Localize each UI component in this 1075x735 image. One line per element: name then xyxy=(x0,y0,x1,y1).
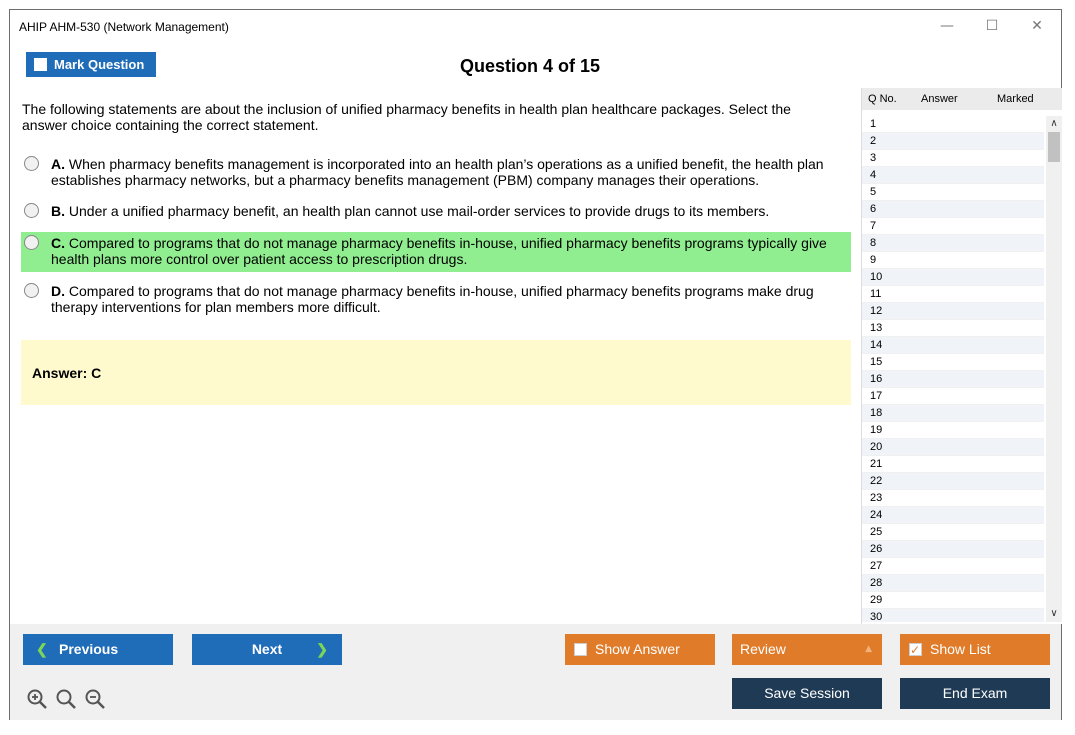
question-list-row[interactable]: 17 xyxy=(862,388,1044,405)
question-list-row[interactable]: 7 xyxy=(862,218,1044,235)
maximize-button[interactable]: ☐ xyxy=(985,18,999,34)
mark-question-button[interactable] xyxy=(26,52,156,77)
question-list-row[interactable]: 3 xyxy=(862,150,1044,167)
question-list-row[interactable]: 13 xyxy=(862,320,1044,337)
option-body: Compared to programs that do not manage pharmacy benefits in-house, unified pharmacy benefits programs typically give health plans more control over patient access to prescription drugs. xyxy=(51,235,827,267)
option-text xyxy=(51,156,846,188)
question-list-row[interactable]: 23 xyxy=(862,490,1044,507)
question-list-header xyxy=(862,88,1062,110)
zoom-in-icon[interactable] xyxy=(26,688,48,710)
option-d[interactable] xyxy=(21,280,851,318)
window-title: AHIP AHM-530 (Network Management) xyxy=(19,20,229,34)
show-list-label: Show List xyxy=(930,641,991,657)
previous-button[interactable] xyxy=(23,634,173,665)
question-list-row[interactable]: 24 xyxy=(862,507,1044,524)
option-letter: A. xyxy=(51,156,65,172)
question-list-row[interactable]: 27 xyxy=(862,558,1044,575)
question-list-row[interactable]: 25 xyxy=(862,524,1044,541)
previous-label: Previous xyxy=(59,641,119,657)
answer-box xyxy=(21,340,851,405)
save-session-label: Save Session xyxy=(764,685,850,701)
radio-button[interactable] xyxy=(24,235,39,250)
option-body: When pharmacy benefits management is incorporated into an health plan’s operations as a unified benefit, the health plan establishes pharmacy networks, but a pharmacy benefits management (PBM) company manages their operations. xyxy=(51,156,824,188)
question-list-row[interactable]: 5 xyxy=(862,184,1044,201)
question-list-row[interactable]: 11 xyxy=(862,286,1044,303)
question-list-row[interactable]: 29 xyxy=(862,592,1044,609)
option-text xyxy=(51,203,846,219)
review-button[interactable] xyxy=(732,634,882,665)
minimize-button[interactable]: — xyxy=(940,18,954,34)
option-body: Compared to programs that do not manage pharmacy benefits in-house, unified pharmacy benefits programs make drug therapy interventions for plan members more difficult. xyxy=(51,283,814,315)
question-list-row[interactable]: 22 xyxy=(862,473,1044,490)
zoom-reset-icon[interactable] xyxy=(55,688,77,710)
scrollbar[interactable] xyxy=(1046,116,1062,622)
question-list-row[interactable]: 10 xyxy=(862,269,1044,286)
option-letter: D. xyxy=(51,283,65,299)
question-counter: Question 4 of 15 xyxy=(459,56,601,76)
show-answer-checkbox[interactable] xyxy=(574,643,587,656)
question-list-row[interactable]: 12 xyxy=(862,303,1044,320)
question-list xyxy=(862,116,1044,622)
mark-checkbox-icon xyxy=(34,58,47,71)
question-list-row[interactable]: 30 xyxy=(862,609,1044,622)
question-list-row[interactable]: 6 xyxy=(862,201,1044,218)
question-list-row[interactable]: 9 xyxy=(862,252,1044,269)
end-exam-button[interactable] xyxy=(900,678,1050,709)
next-label: Next xyxy=(251,641,283,657)
end-exam-label: End Exam xyxy=(942,685,1008,701)
close-button[interactable]: ✕ xyxy=(1031,18,1043,34)
question-list-row[interactable]: 16 xyxy=(862,371,1044,388)
mark-question-label: Mark Question xyxy=(54,57,145,72)
show-list-checkbox[interactable] xyxy=(909,643,922,656)
question-toolbar xyxy=(10,42,1061,88)
radio-button[interactable] xyxy=(24,156,39,171)
option-letter: B. xyxy=(51,203,65,219)
question-list-row[interactable]: 19 xyxy=(862,422,1044,439)
column-header-qno[interactable]: Q No. xyxy=(868,93,897,105)
dropdown-arrow-icon: ▲ xyxy=(865,644,872,654)
app-window xyxy=(9,9,1062,720)
chevron-right-icon: ❯ xyxy=(316,641,328,657)
show-list-button[interactable] xyxy=(900,634,1050,665)
question-list-row[interactable]: 26 xyxy=(862,541,1044,558)
option-b[interactable] xyxy=(21,200,851,224)
column-header-marked[interactable]: Marked xyxy=(997,93,1034,105)
scroll-up-icon[interactable]: ∧ xyxy=(1050,118,1058,129)
question-list-row[interactable]: 8 xyxy=(862,235,1044,252)
question-list-row[interactable]: 28 xyxy=(862,575,1044,592)
zoom-out-icon[interactable] xyxy=(84,688,106,710)
option-letter: C. xyxy=(51,235,65,251)
radio-button[interactable] xyxy=(24,283,39,298)
option-c[interactable] xyxy=(21,232,851,272)
bottom-bar xyxy=(10,624,1061,720)
question-list-row[interactable]: 2 xyxy=(862,133,1044,150)
radio-button[interactable] xyxy=(24,203,39,218)
chevron-left-icon: ❮ xyxy=(36,641,48,657)
question-list-row[interactable]: 15 xyxy=(862,354,1044,371)
question-panel xyxy=(10,90,860,630)
answer-text: Answer: C xyxy=(32,365,102,381)
question-list-row[interactable]: 1 xyxy=(862,116,1044,133)
question-list-row[interactable]: 14 xyxy=(862,337,1044,354)
question-list-row[interactable]: 20 xyxy=(862,439,1044,456)
question-text: The following statements are about the inclusion of unified pharmacy benefits in health plan healthcare packages. Select the answer choice containing the correct statement. xyxy=(22,101,791,133)
question-list-row[interactable]: 18 xyxy=(862,405,1044,422)
column-header-answer[interactable]: Answer xyxy=(921,93,958,105)
option-a[interactable] xyxy=(21,153,851,191)
title-bar xyxy=(10,10,1061,42)
option-text xyxy=(51,235,846,267)
option-text xyxy=(51,283,846,315)
question-list-panel xyxy=(861,88,1062,624)
show-answer-button[interactable] xyxy=(565,634,715,665)
scroll-down-icon[interactable]: ∨ xyxy=(1050,608,1058,619)
save-session-button[interactable] xyxy=(732,678,882,709)
review-label: Review xyxy=(740,641,786,657)
next-button[interactable] xyxy=(192,634,342,665)
question-list-row[interactable]: 4 xyxy=(862,167,1044,184)
show-answer-label: Show Answer xyxy=(595,641,680,657)
question-list-row[interactable]: 21 xyxy=(862,456,1044,473)
option-body: Under a unified pharmacy benefit, an health plan cannot use mail-order services to provide drugs to its members. xyxy=(68,203,770,219)
scroll-thumb[interactable] xyxy=(1048,132,1060,162)
